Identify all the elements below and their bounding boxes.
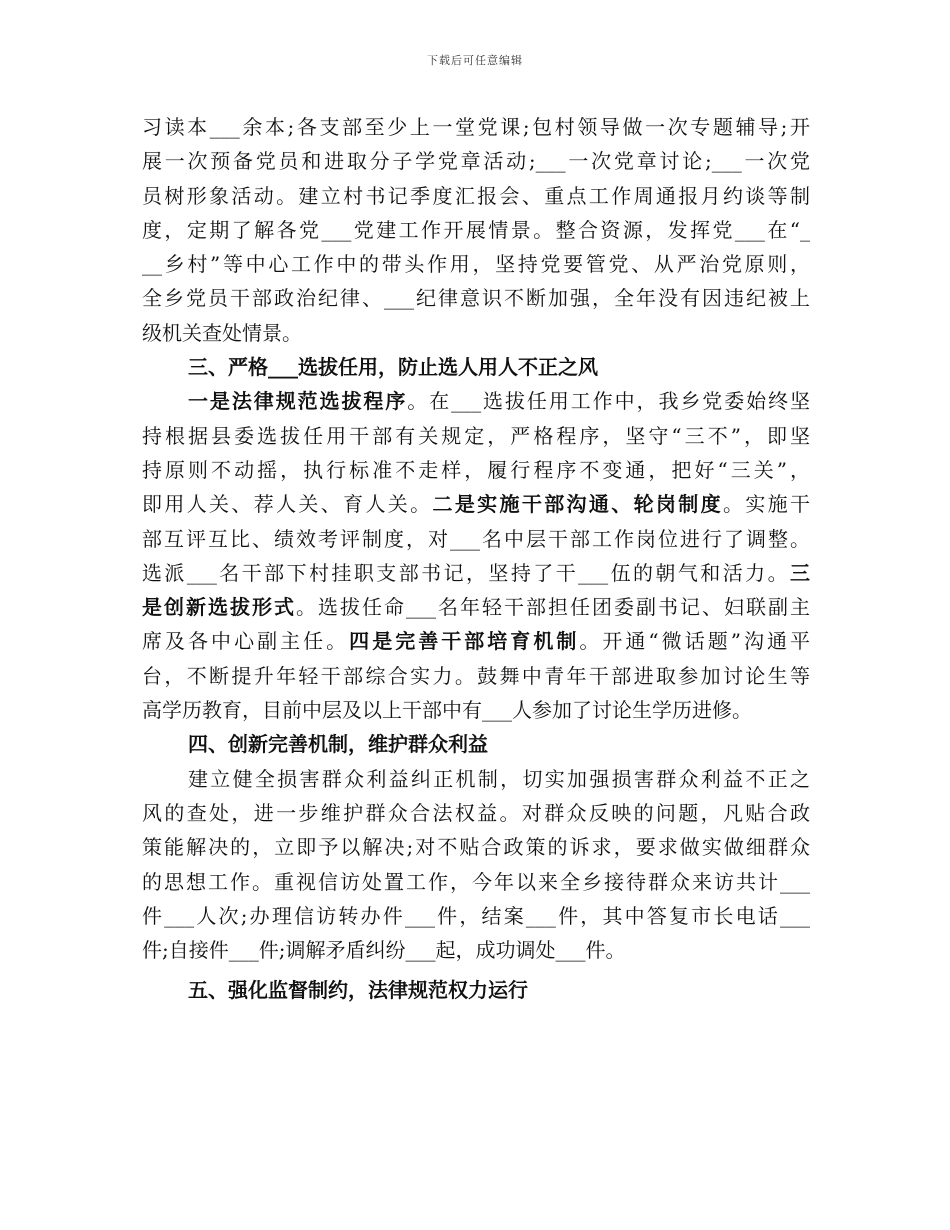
bold-lead: 二是实施干部沟通、轮岗制度: [432, 492, 723, 517]
paragraph-line: 持根据县委选拔任用干部有关规定，严格程序，坚守“三不”，即坚: [142, 423, 810, 448]
paragraph-line: 员树形象活动。建立村书记季度汇报会、重点工作周通报月约谈等制: [142, 183, 810, 208]
paragraph-line: 持原则不动摇，执行标准不走样，履行程序不变通，把好“三关”，: [142, 457, 810, 482]
section-heading-3: 三、严格___选拔任用，防止选人用人不正之风: [188, 355, 598, 380]
paragraph-line: 的思想工作。重视信访处置工作，今年以来全乡接待群众来访共计___: [142, 869, 810, 894]
paragraph-line: 建立健全损害群众利益纠正机制，切实加强损害群众利益不正之: [188, 766, 810, 791]
bold-lead: 三: [790, 560, 810, 585]
paragraph-line: 策能解决的，立即予以解决;对不贴合政策的诉求，要求做实做细群众: [142, 835, 810, 860]
section-heading-5: 五、强化监督制约，法律规范权力运行: [188, 978, 528, 1003]
paragraph-line: 台，不断提升年轻干部综合实力。鼓舞中青年干部进取参加讨论生等: [142, 663, 810, 688]
bold-lead: 一是法律规范选拔程序: [188, 389, 408, 414]
paragraph-line: 件;自接件___件;调解矛盾纠纷___起，成功调处___件。: [142, 938, 626, 963]
section-heading-4: 四、创新完善机制，维护群众利益: [188, 732, 488, 757]
paragraph-line: __乡村”等中心工作中的带头作用，坚持党要管党、从严治党原则，: [142, 252, 810, 277]
page-header: 下载后可任意编辑: [427, 54, 523, 67]
paragraph-line: 高学历教育，目前中层及以上干部中有___人参加了讨论生学历进修。: [142, 698, 752, 723]
paragraph-line: 一是法律规范选拔程序。在___选拔任用工作中，我乡党委始终坚: [188, 389, 811, 414]
paragraph-line: 级机关查处情景。: [142, 320, 302, 345]
paragraph-line: 度，定期了解各党___党建工作开展情景。整合资源，发挥党___在“_: [142, 217, 810, 242]
paragraph-line: 风的查处，进一步维护群众合法权益。对群众反映的问题，凡贴合政: [142, 800, 810, 825]
paragraph-line: 是创新选拔形式。选拔任命___名年轻干部担任团委副书记、妇联副主: [142, 595, 810, 620]
paragraph-line: 即用人关、荐人关、育人关。二是实施干部沟通、轮岗制度。实施干: [142, 492, 811, 517]
paragraph-line: 展一次预备党员和进取分子学党章活动;___一次党章讨论;___一次党: [142, 149, 810, 174]
paragraph-line: 部互评互比、绩效考评制度，对___名中层干部工作岗位进行了调整。: [142, 526, 810, 551]
paragraph-line: 选派___名干部下村挂职支部书记，坚持了干___伍的朝气和活力。三: [142, 560, 810, 585]
bold-lead: 是创新选拔形式: [142, 595, 296, 620]
paragraph-line: 件___人次;办理信访转办件___件，结案___件，其中答复市长电话___: [142, 903, 810, 928]
paragraph-line: 全乡党员干部政治纪律、___纪律意识不断加强，全年没有因违纪被上: [142, 286, 810, 311]
bold-lead: 四是完善干部培育机制: [349, 629, 580, 654]
paragraph-line: 习读本___余本;各支部至少上一堂党课;包村领导做一次专题辅导;开: [142, 115, 810, 139]
document-body: [142, 110, 810, 1008]
paragraph-line: 席及各中心副主任。四是完善干部培育机制。开通“微话题”沟通平: [142, 629, 811, 654]
